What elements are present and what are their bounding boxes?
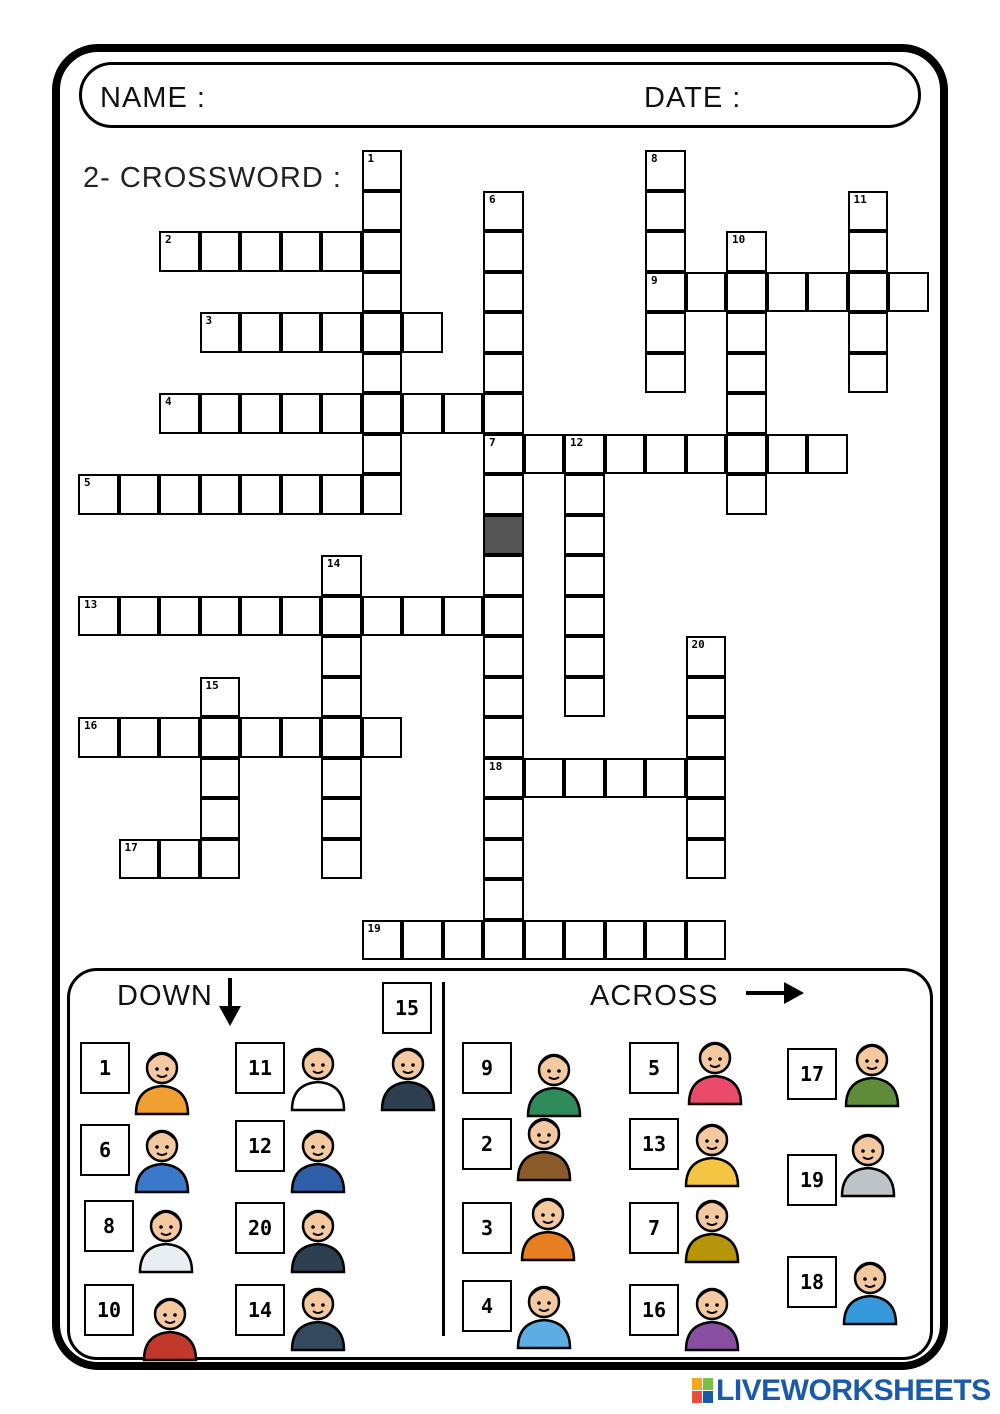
clue-number: 12 — [570, 435, 584, 449]
crossword-cell[interactable] — [119, 717, 160, 758]
crossword-cell[interactable] — [281, 393, 322, 434]
crossword-cell[interactable] — [645, 272, 686, 313]
crossword-cell[interactable] — [524, 434, 565, 475]
crossword-cell[interactable] — [119, 596, 160, 637]
clue-badge: 3 — [462, 1202, 512, 1254]
crossword-cell[interactable] — [686, 434, 727, 475]
programmer-icon — [130, 1116, 194, 1194]
crossword-cell[interactable] — [402, 596, 443, 637]
crossword-cell[interactable] — [564, 596, 605, 637]
crossword-cell[interactable] — [240, 393, 281, 434]
crossword-cell[interactable] — [483, 596, 524, 637]
crossword-cell[interactable] — [483, 555, 524, 596]
crossword-cell[interactable] — [240, 717, 281, 758]
crossword-cell[interactable] — [686, 758, 727, 799]
crossword-blocked-cell — [483, 515, 524, 556]
crossword-cell[interactable] — [321, 555, 362, 596]
crossword-cell[interactable] — [200, 393, 241, 434]
crossword-cell[interactable] — [159, 717, 200, 758]
crossword-cell[interactable] — [321, 717, 362, 758]
clue-badge: 10 — [84, 1284, 134, 1336]
liveworksheets-logo-icon — [692, 1378, 714, 1404]
clue-badge: 5 — [629, 1042, 679, 1094]
plumber-icon — [286, 1116, 350, 1194]
crossword-cell[interactable] — [362, 150, 403, 191]
crossword-cell[interactable] — [281, 596, 322, 637]
crossword-cell[interactable] — [443, 920, 484, 961]
crossword-cell[interactable] — [483, 312, 524, 353]
crossword-cell[interactable] — [402, 920, 443, 961]
crossword-cell[interactable] — [240, 231, 281, 272]
crossword-cell[interactable] — [483, 677, 524, 718]
clue-number: 3 — [205, 314, 213, 327]
down-title: DOWN — [117, 980, 213, 1012]
crossword-cell[interactable] — [645, 312, 686, 353]
crossword-cell[interactable] — [200, 596, 241, 637]
crossword-cell[interactable] — [200, 758, 241, 799]
crossword-cell[interactable] — [78, 596, 119, 637]
crossword-title: 2- CROSSWORD : — [83, 162, 342, 194]
crossword-cell[interactable] — [483, 636, 524, 677]
clue-badge: 19 — [787, 1154, 837, 1206]
fashion-designer-icon — [683, 1028, 747, 1106]
crossword-cell[interactable] — [402, 312, 443, 353]
crossword-cell[interactable] — [848, 353, 889, 394]
crossword-cell[interactable] — [443, 393, 484, 434]
crossword-cell[interactable] — [200, 677, 241, 718]
clue-badge: 14 — [235, 1284, 285, 1336]
crossword-cell[interactable] — [321, 596, 362, 637]
crossword-cell[interactable] — [564, 636, 605, 677]
crossword-cell[interactable] — [645, 920, 686, 961]
crossword-cell[interactable] — [564, 434, 605, 475]
crossword-cell[interactable] — [362, 434, 403, 475]
across-arrow-icon — [744, 980, 806, 1006]
crossword-cell[interactable] — [281, 231, 322, 272]
crossword-cell[interactable] — [362, 717, 403, 758]
crossword-cell[interactable] — [362, 596, 403, 637]
crossword-cell[interactable] — [726, 434, 767, 475]
crossword-cell[interactable] — [119, 839, 160, 880]
crossword-cell[interactable] — [159, 839, 200, 880]
crossword-cell[interactable] — [362, 191, 403, 232]
crossword-cell[interactable] — [564, 677, 605, 718]
crossword-cell[interactable] — [848, 272, 889, 313]
crossword-cell[interactable] — [200, 312, 241, 353]
hairdresser-icon — [680, 1110, 744, 1188]
clue-number: 5 — [84, 476, 91, 489]
crossword-cell[interactable] — [564, 758, 605, 799]
crossword-cell[interactable] — [645, 434, 686, 475]
clue-badge: 7 — [629, 1202, 679, 1254]
clue-number: 11 — [853, 192, 867, 206]
crossword-cell[interactable] — [848, 191, 889, 232]
crossword-cell[interactable] — [686, 839, 727, 880]
waiter-icon — [286, 1196, 350, 1274]
crossword-cell[interactable] — [200, 474, 241, 515]
scientist-icon — [512, 1272, 576, 1350]
musician-icon — [680, 1274, 744, 1352]
crossword-cell[interactable] — [686, 717, 727, 758]
name-label: NAME : — [100, 82, 206, 114]
clue-number: 9 — [651, 273, 658, 287]
crossword-cell[interactable] — [159, 231, 200, 272]
clue-badge: 1 — [80, 1042, 130, 1094]
crossword-cell[interactable] — [564, 555, 605, 596]
crossword-cell[interactable] — [483, 839, 524, 880]
crossword-cell[interactable] — [524, 920, 565, 961]
crossword-cell[interactable] — [807, 434, 848, 475]
crossword-cell[interactable] — [321, 231, 362, 272]
clue-badge: 16 — [629, 1284, 679, 1336]
crossword-cell[interactable] — [686, 677, 727, 718]
clue-badge: 11 — [235, 1042, 285, 1094]
crossword-cell[interactable] — [321, 312, 362, 353]
clues-divider — [442, 982, 445, 1336]
clue-badge: 17 — [787, 1048, 837, 1100]
construction-worker-icon — [130, 1038, 194, 1116]
pilot-icon — [376, 1034, 440, 1112]
crossword-cell[interactable] — [362, 393, 403, 434]
crossword-cell[interactable] — [726, 474, 767, 515]
crossword-cell[interactable] — [78, 474, 119, 515]
crossword-cell[interactable] — [848, 312, 889, 353]
clue-number: 13 — [84, 597, 98, 611]
crossword-cell[interactable] — [767, 434, 808, 475]
crossword-cell[interactable] — [645, 150, 686, 191]
clue-number: 17 — [124, 840, 138, 854]
crossword-cell[interactable] — [524, 758, 565, 799]
clue-number: 2 — [165, 233, 172, 246]
clue-number: 6 — [489, 192, 496, 206]
clue-badge: 20 — [235, 1202, 285, 1254]
writer-icon — [516, 1184, 580, 1262]
crossword-cell[interactable] — [78, 717, 119, 758]
crossword-cell[interactable] — [726, 393, 767, 434]
clue-badge: 15 — [382, 982, 432, 1034]
crossword-cell[interactable] — [645, 353, 686, 394]
crossword-cell[interactable] — [605, 920, 646, 961]
crossword-cell[interactable] — [564, 920, 605, 961]
crossword-cell[interactable] — [240, 596, 281, 637]
clue-number: 10 — [732, 233, 746, 246]
clue-badge: 2 — [462, 1118, 512, 1170]
clue-number: 19 — [367, 921, 381, 935]
crossword-cell[interactable] — [483, 434, 524, 475]
crossword-cell[interactable] — [483, 272, 524, 313]
crossword-cell[interactable] — [200, 839, 241, 880]
crossword-cell[interactable] — [483, 717, 524, 758]
crossword-cell[interactable] — [362, 312, 403, 353]
crossword-cell[interactable] — [483, 920, 524, 961]
crossword-cell[interactable] — [686, 636, 727, 677]
crossword-cell[interactable] — [726, 231, 767, 272]
crossword-cell[interactable] — [807, 272, 848, 313]
crossword-cell[interactable] — [645, 758, 686, 799]
crossword-cell[interactable] — [240, 474, 281, 515]
crossword-cell[interactable] — [483, 353, 524, 394]
date-label: DATE : — [644, 82, 742, 114]
vet-icon — [840, 1030, 904, 1108]
clue-number: 16 — [84, 719, 98, 732]
clue-number: 7 — [489, 435, 496, 449]
crossword-cell[interactable] — [159, 393, 200, 434]
crossword-cell[interactable] — [321, 798, 362, 839]
crossword-cell[interactable] — [362, 920, 403, 961]
crossword-cell[interactable] — [483, 231, 524, 272]
crossword-cell[interactable] — [402, 393, 443, 434]
chef-icon — [286, 1034, 350, 1112]
clue-badge: 12 — [235, 1120, 285, 1172]
crossword-cell[interactable] — [159, 474, 200, 515]
crossword-cell[interactable] — [888, 272, 929, 313]
clue-number: 15 — [205, 678, 219, 692]
crossword-cell[interactable] — [362, 353, 403, 394]
crossword-cell[interactable] — [483, 798, 524, 839]
mechanic-icon — [286, 1274, 350, 1352]
crossword-cell[interactable] — [281, 312, 322, 353]
painter-icon — [838, 1248, 902, 1326]
clue-number: 14 — [327, 557, 341, 570]
clue-number: 4 — [165, 395, 172, 408]
crossword-cell[interactable] — [483, 191, 524, 232]
explorer-icon — [680, 1186, 744, 1264]
clue-number: 8 — [651, 152, 658, 165]
crossword-cell[interactable] — [483, 474, 524, 515]
crossword-cell[interactable] — [321, 393, 362, 434]
crossword-cell[interactable] — [564, 474, 605, 515]
crossword-cell[interactable] — [362, 272, 403, 313]
crossword-cell[interactable] — [321, 636, 362, 677]
crossword-cell[interactable] — [483, 879, 524, 920]
crossword-cell[interactable] — [200, 717, 241, 758]
crossword-cell[interactable] — [119, 474, 160, 515]
crossword-cell[interactable] — [686, 920, 727, 961]
clue-badge: 6 — [80, 1124, 130, 1176]
crossword-cell[interactable] — [321, 758, 362, 799]
doctor-icon — [134, 1196, 198, 1274]
crossword-cell[interactable] — [240, 312, 281, 353]
crossword-cell[interactable] — [281, 474, 322, 515]
crossword-cell[interactable] — [726, 272, 767, 313]
crossword-cell[interactable] — [483, 393, 524, 434]
clue-number: 20 — [691, 638, 705, 651]
crossword-cell[interactable] — [645, 191, 686, 232]
crossword-cell[interactable] — [686, 798, 727, 839]
crossword-cell[interactable] — [564, 515, 605, 556]
crossword-cell[interactable] — [321, 677, 362, 718]
crossword-cell[interactable] — [726, 353, 767, 394]
crossword-cell[interactable] — [321, 839, 362, 880]
crossword-cell[interactable] — [281, 717, 322, 758]
crossword-cell[interactable] — [321, 474, 362, 515]
crossword-cell[interactable] — [483, 758, 524, 799]
across-title: ACROSS — [590, 980, 719, 1012]
liveworksheets-logo: LIVEWORKSHEETS — [716, 1374, 991, 1407]
crossword-cell[interactable] — [605, 434, 646, 475]
clue-number: 18 — [489, 759, 503, 773]
down-arrow-icon — [216, 976, 244, 1028]
crossword-cell[interactable] — [362, 474, 403, 515]
crossword-cell[interactable] — [362, 231, 403, 272]
crossword-cell[interactable] — [645, 231, 686, 272]
clue-badge: 9 — [462, 1042, 512, 1094]
crossword-cell[interactable] — [200, 231, 241, 272]
crossword-cell[interactable] — [848, 231, 889, 272]
clue-number: 1 — [367, 152, 375, 165]
clue-badge: 8 — [84, 1200, 134, 1252]
clue-badge: 18 — [787, 1256, 837, 1308]
astronaut-icon — [836, 1120, 900, 1198]
crossword-cell[interactable] — [726, 312, 767, 353]
farmer-icon — [512, 1104, 576, 1182]
crossword-cell[interactable] — [200, 798, 241, 839]
crossword-cell[interactable] — [767, 272, 808, 313]
cashier-icon — [138, 1284, 202, 1362]
clue-badge: 4 — [462, 1280, 512, 1332]
clue-badge: 13 — [629, 1118, 679, 1170]
crossword-cell[interactable] — [443, 596, 484, 637]
crossword-cell[interactable] — [159, 596, 200, 637]
crossword-cell[interactable] — [605, 758, 646, 799]
crossword-cell[interactable] — [686, 272, 727, 313]
